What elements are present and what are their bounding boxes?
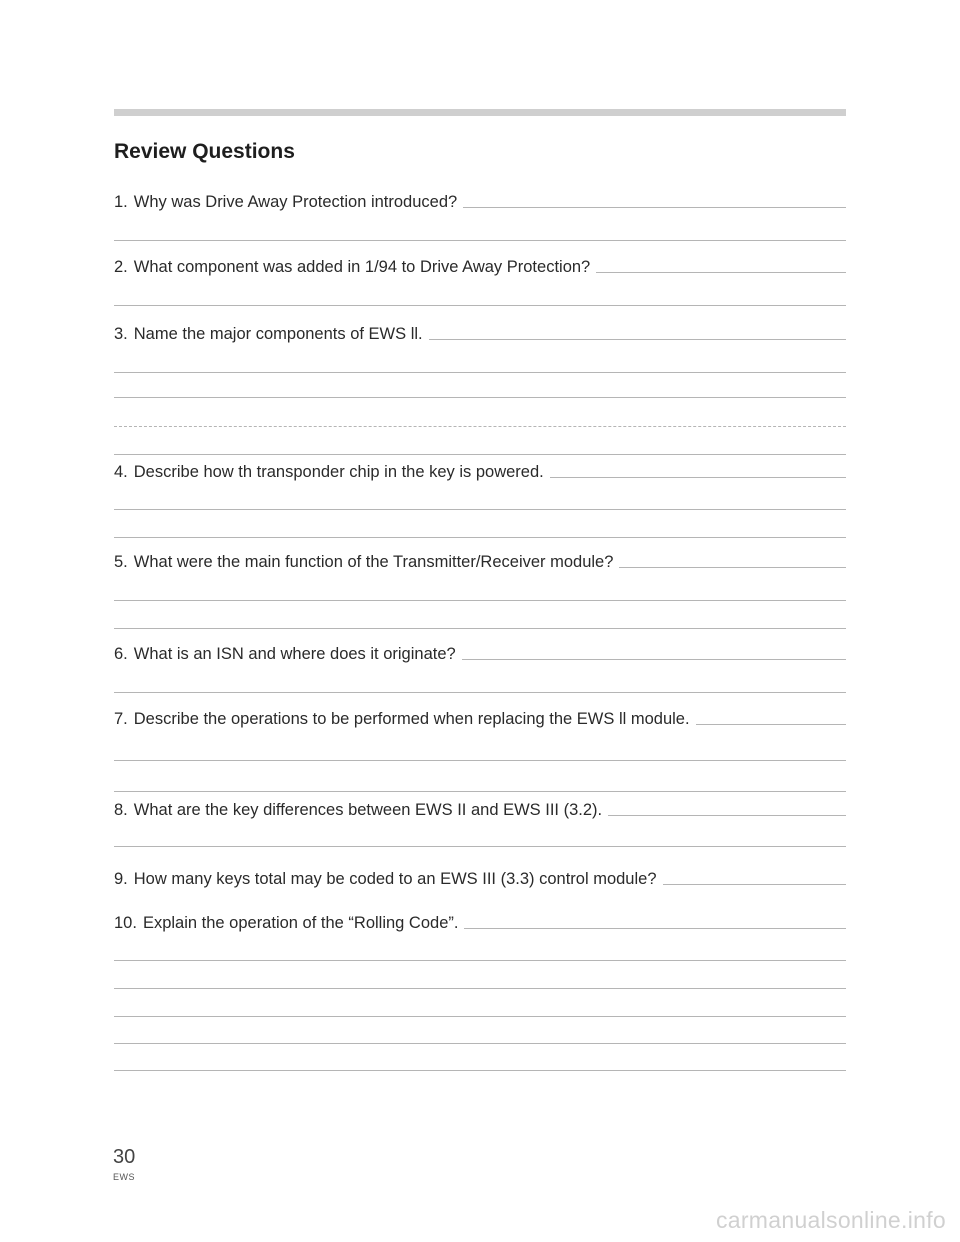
answer-line[interactable] (114, 240, 846, 241)
answer-line[interactable] (114, 628, 846, 629)
answer-line[interactable] (114, 1070, 846, 1071)
answer-line[interactable] (114, 600, 846, 601)
question-2 (114, 258, 846, 277)
answer-line[interactable] (114, 372, 846, 373)
question-5 (114, 553, 846, 572)
answer-line[interactable] (462, 658, 846, 660)
question-text: What were the main function of the Transmitter/Receiver module? (133, 553, 614, 571)
question-text: Why was Drive Away Protection introduced? (133, 193, 458, 211)
watermark: carmanualsonline.info (715, 1207, 946, 1233)
page-title: Review Questions (114, 140, 295, 163)
answer-line[interactable] (114, 397, 846, 398)
answer-line[interactable] (463, 206, 846, 208)
question-text: How many keys total may be coded to an EWS III (3.3) control module? (133, 870, 657, 888)
answer-line[interactable] (114, 960, 846, 961)
answer-line[interactable] (114, 426, 846, 427)
question-4 (114, 463, 846, 482)
question-number: 4. (114, 463, 128, 481)
answer-line[interactable] (114, 537, 846, 538)
answer-line[interactable] (114, 791, 846, 792)
answer-line[interactable] (464, 927, 846, 929)
answer-line[interactable] (596, 271, 846, 273)
answer-line[interactable] (114, 454, 846, 455)
question-3 (114, 325, 846, 344)
top-rule (114, 109, 846, 116)
question-number: 7. (114, 710, 128, 728)
question-number: 8. (114, 801, 128, 819)
question-number: 9. (114, 870, 128, 888)
question-9 (114, 870, 846, 889)
question-number: 1. (114, 193, 128, 211)
question-text: What is an ISN and where does it originate? (133, 645, 456, 663)
question-text: What are the key differences between EWS II and EWS III (3.2). (133, 801, 603, 819)
answer-line[interactable] (114, 846, 846, 847)
question-7 (114, 710, 846, 729)
question-number: 10. (114, 914, 137, 932)
question-text: Name the major components of EWS ll. (133, 325, 423, 343)
question-number: 3. (114, 325, 128, 343)
answer-line[interactable] (608, 814, 846, 816)
answer-line[interactable] (114, 509, 846, 510)
footer-label: EWS (113, 1172, 136, 1182)
question-number: 5. (114, 553, 128, 571)
answer-line[interactable] (550, 476, 846, 478)
question-10 (114, 914, 846, 933)
question-text: Explain the operation of the “Rolling Code”. (142, 914, 459, 932)
question-number: 6. (114, 645, 128, 663)
question-text: What component was added in 1/94 to Drive Away Protection? (133, 258, 591, 276)
question-text: Describe how th transponder chip in the key is powered. (133, 463, 544, 481)
answer-line[interactable] (114, 305, 846, 306)
answer-line[interactable] (619, 566, 846, 568)
answer-line[interactable] (114, 692, 846, 693)
question-8 (114, 801, 846, 820)
question-text: Describe the operations to be performed when replacing the EWS ll module. (133, 710, 690, 728)
answer-line[interactable] (114, 1016, 846, 1017)
answer-line[interactable] (696, 723, 846, 725)
question-6 (114, 645, 846, 664)
answer-line[interactable] (663, 883, 846, 885)
answer-line[interactable] (429, 338, 846, 340)
answer-line[interactable] (114, 988, 846, 989)
question-number: 2. (114, 258, 128, 276)
answer-line[interactable] (114, 1043, 846, 1044)
question-1 (114, 193, 846, 212)
answer-line[interactable] (114, 760, 846, 761)
page-number: 30 (113, 1146, 136, 1168)
